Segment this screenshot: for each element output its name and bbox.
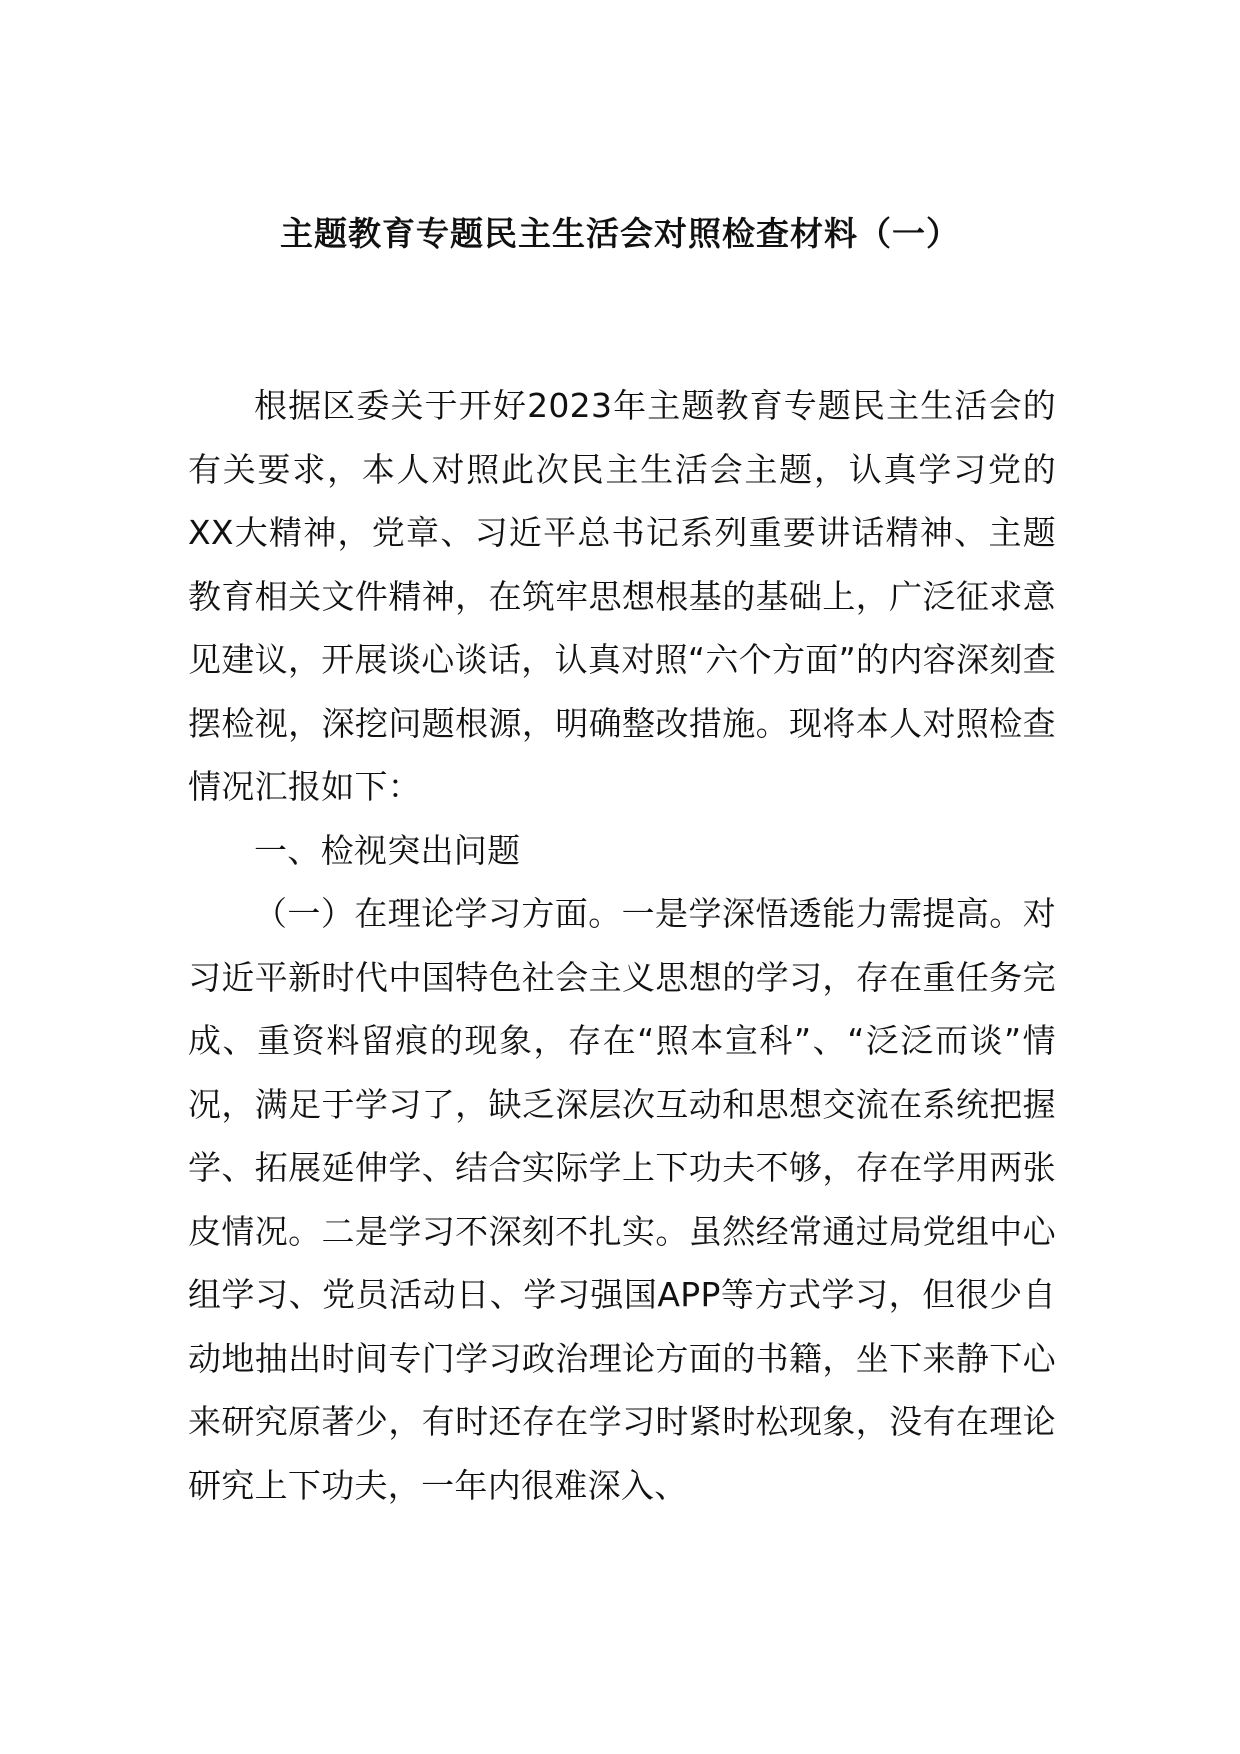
theory-study-paragraph: （一）在理论学习方面。一是学深悟透能力需提高。对习近平新时代中国特色社会主义思想的学习，存在重任务完成、重资料留痕的现象，存在“照本宣科”、“泛泛而谈”情况，满足于学习了，缺乏深层次互动和思想交流在系统把握学、拓展延伸学、结合实际学上下功夫不够，存在学用两张皮情况。二是学习不深刻不扎实。虽然经常通过局党组中心组学习、党员活动日、学习强国APP等方式学习，但很少自动地抽出时间专门学习政治理论方面的书籍，坐下来静下心来研究原著少，有时还存在学习时紧时松现象，没有在理论研究上下功夫，一年内很难深入、 [188, 894, 1056, 1505]
document-body [188, 374, 1056, 1517]
intro-paragraph: 根据区委关于开好2023年主题教育专题民主生活会的有关要求，本人对照此次民主生活会主题，认真学习党的XX大精神，党章、习近平总书记系列重要讲话精神、主题教育相关文件精神，在筑牢思想根基的基础上，广泛征求意见建议，开展谈心谈话，认真对照“六个方面”的内容深刻查摆检视，深挖问题根源，明确整改措施。现将本人对照检查情况汇报如下： [188, 386, 1056, 806]
section-heading: 一、检视突出问题 [254, 830, 521, 870]
document-title: 主题教育专题民主生活会对照检查材料（一） [280, 214, 960, 253]
